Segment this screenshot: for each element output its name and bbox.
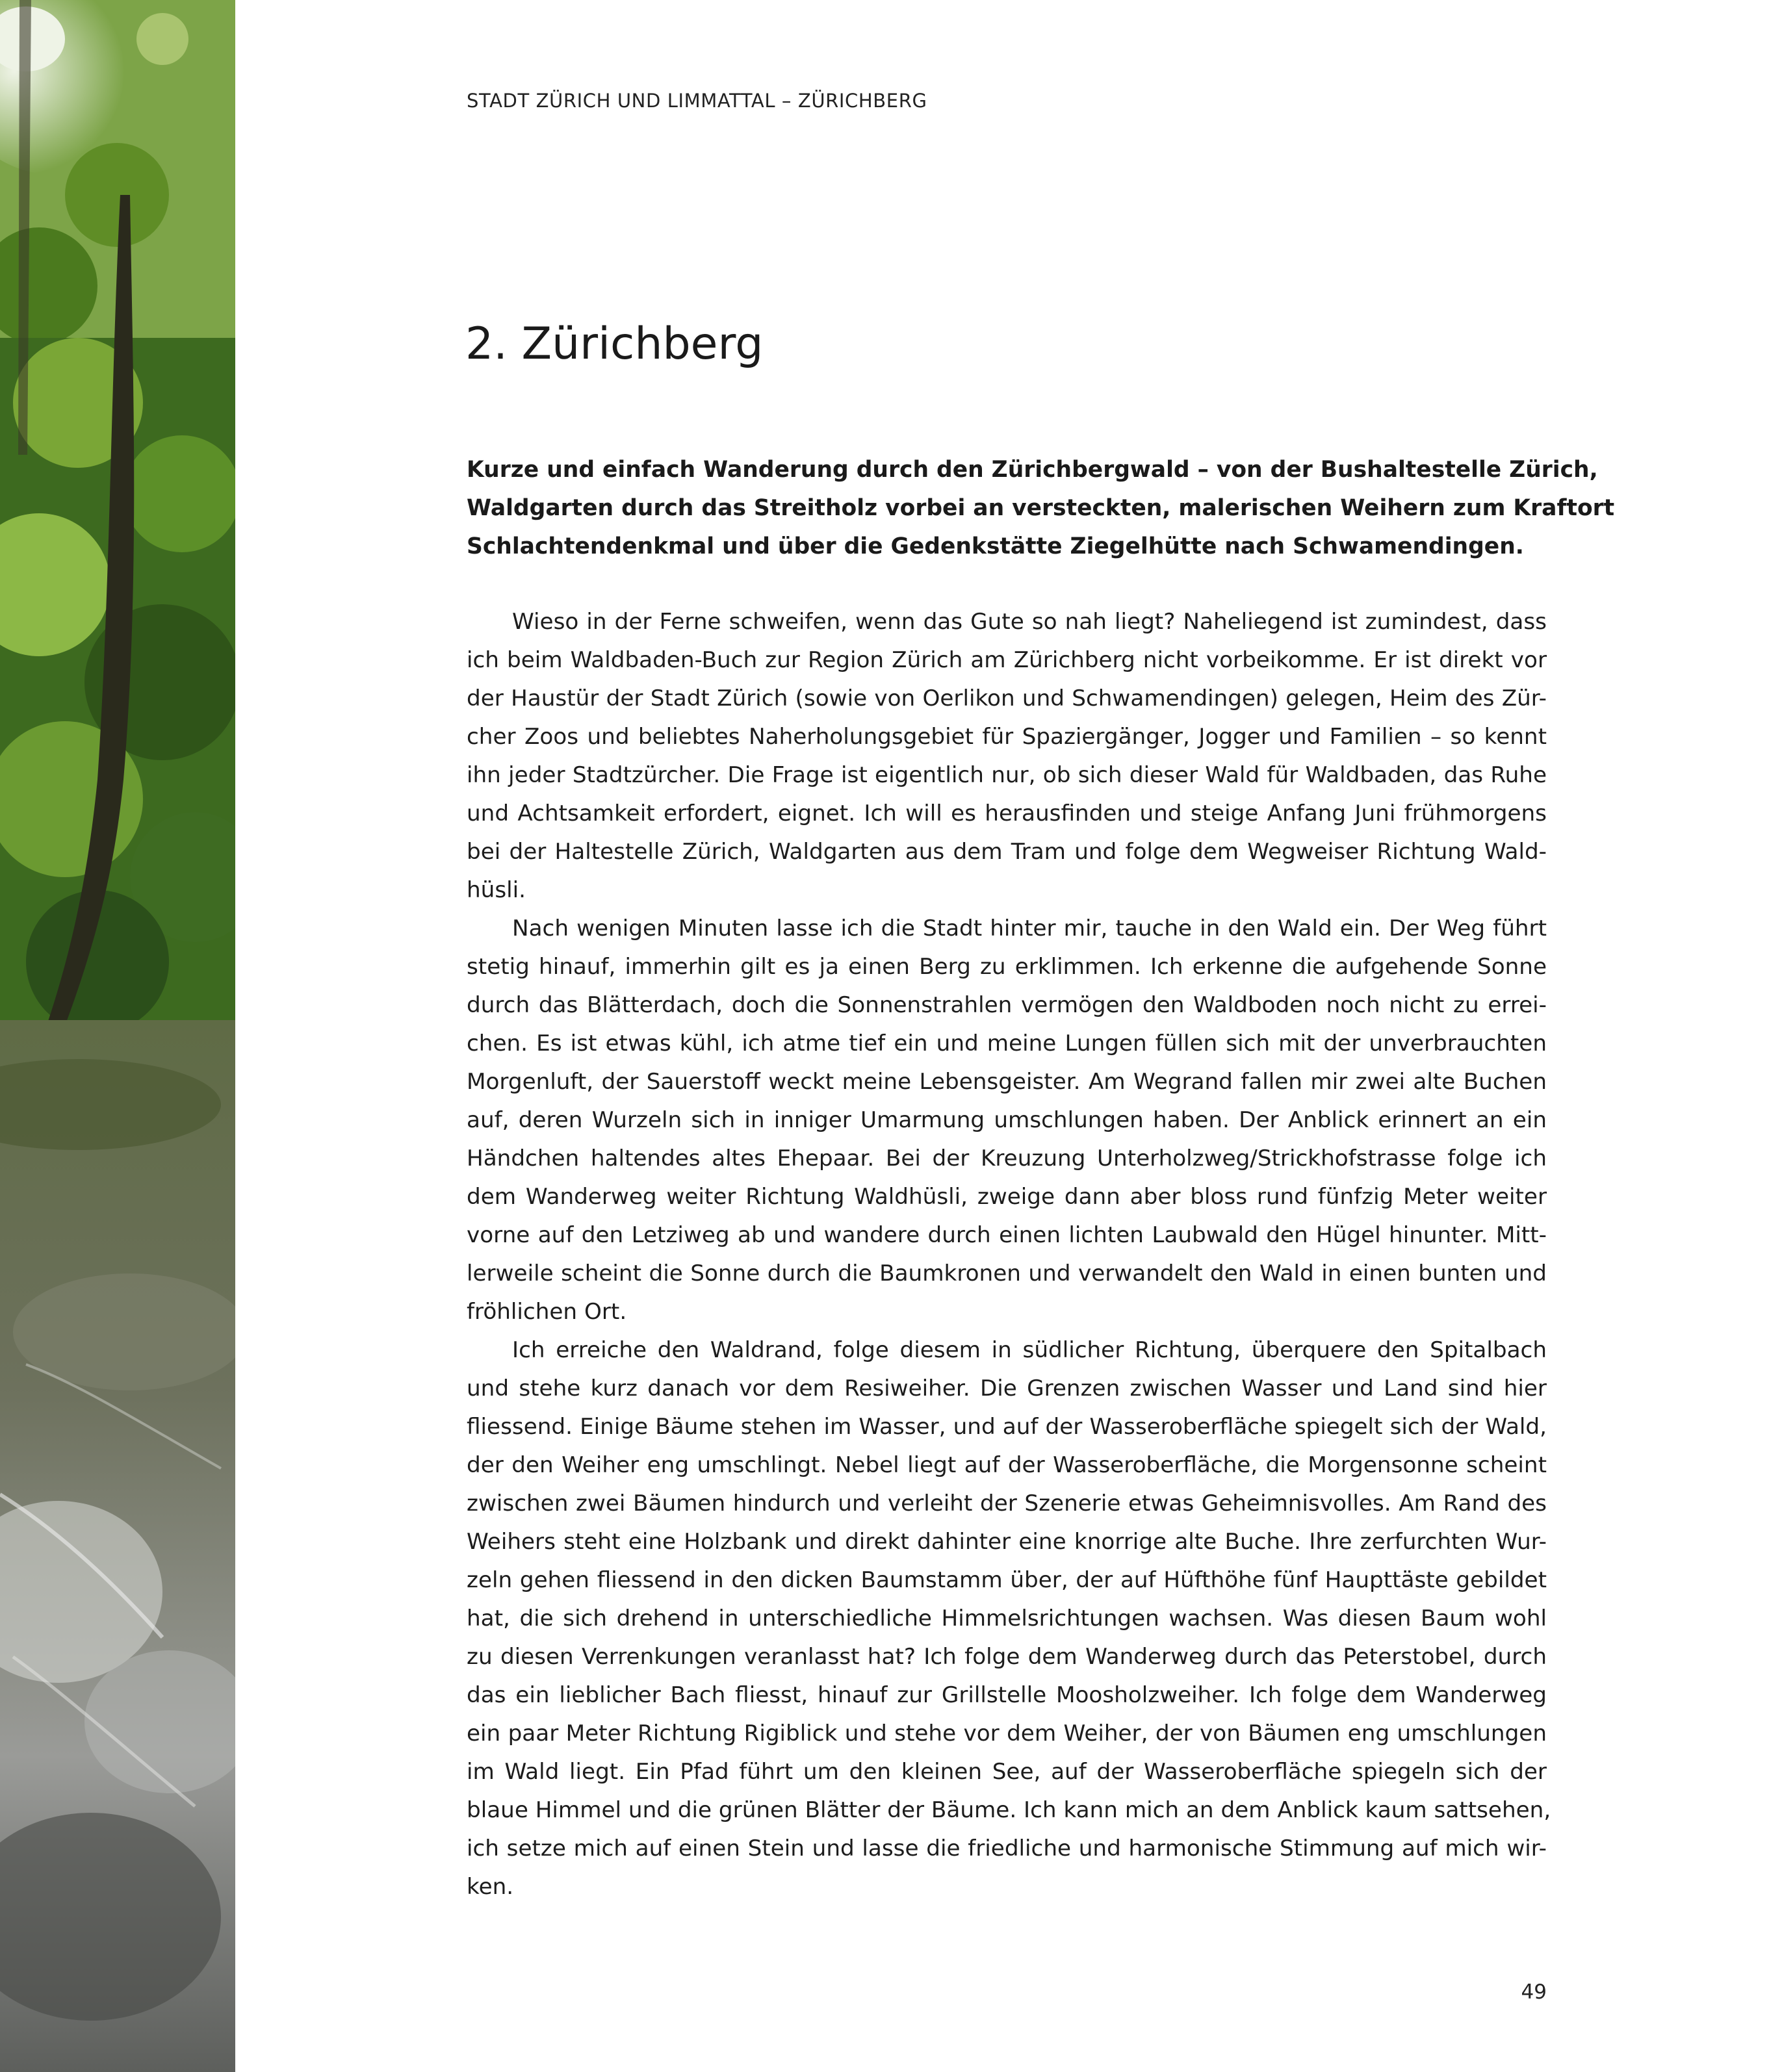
text-line: der den Weiher eng umschlingt. Nebel liegt auf der Wasseroberfläche, die Morgensonne scheint bbox=[467, 1452, 1547, 1478]
lead-line: Kurze und einfach Wanderung durch den Zürichbergwald – von der Bushaltestelle Zürich, bbox=[467, 457, 1598, 483]
paragraph-2 bbox=[467, 910, 1547, 1331]
text-line: auf, deren Wurzeln sich in inniger Umarmung umschlungen haben. Der Anblick erinnert an ein bbox=[467, 1107, 1547, 1133]
text-line: und stehe kurz danach vor dem Resiweiher. Die Grenzen zwischen Wasser und Land sind hier bbox=[467, 1375, 1547, 1401]
text-line: cher Zoos und beliebtes Naherholungsgebiet für Spaziergänger, Jogger und Familien – so kennt bbox=[467, 724, 1547, 750]
page-number: 49 bbox=[1521, 1980, 1547, 2004]
text-line: stetig hinauf, immerhin gilt es ja einen Berg zu erklimmen. Ich erkenne die aufgehende Sonne bbox=[467, 954, 1547, 980]
text-line: Weihers steht eine Holzbank und direkt dahinter eine knorrige alte Buche. Ihre zerfurchten Wur- bbox=[467, 1529, 1547, 1555]
text-line: ich setze mich auf einen Stein und lasse die friedliche und harmonische Stimmung auf mich wir- bbox=[467, 1835, 1547, 1861]
text-line: Ich erreiche den Waldrand, folge diesem in südlicher Richtung, überquere den Spitalbach bbox=[512, 1337, 1547, 1363]
text-line: zwischen zwei Bäumen hindurch und verleiht der Szenerie etwas Geheimnisvolles. Am Rand des bbox=[467, 1490, 1547, 1516]
text-line: ich beim Waldbaden-Buch zur Region Zürich am Zürichberg nicht vorbeikomme. Er ist direkt vor bbox=[467, 647, 1547, 673]
text-line: vorne auf den Letziweg ab und wandere durch einen lichten Laubwald den Hügel hinunter. Mitt- bbox=[467, 1222, 1547, 1248]
paragraph-3 bbox=[467, 1331, 1551, 1906]
text-line: durch das Blätterdach, doch die Sonnenstrahlen vermögen den Waldboden noch nicht zu errei- bbox=[467, 992, 1547, 1018]
text-line: Nach wenigen Minuten lasse ich die Stadt hinter mir, tauche in den Wald ein. Der Weg führt bbox=[512, 915, 1547, 941]
text-line: ihn jeder Stadtzürcher. Die Frage ist eigentlich nur, ob sich dieser Wald für Waldbaden, das Ruhe bbox=[467, 762, 1547, 788]
text-line: ken. bbox=[467, 1874, 514, 1900]
text-line: Händchen haltendes altes Ehepaar. Bei der Kreuzung Unterholzweg/Strickhofstrasse folge ich bbox=[467, 1145, 1547, 1171]
text-line: Morgenluft, der Sauerstoff weckt meine Lebensgeister. Am Wegrand fallen mir zwei alte Buchen bbox=[467, 1069, 1547, 1095]
text-line: und Achtsamkeit erfordert, eignet. Ich will es herausfinden und steige Anfang Juni frühmorgens bbox=[467, 800, 1547, 826]
text-line: das ein lieblicher Bach fliesst, hinauf zur Grillstelle Moosholzweiher. Ich folge dem Wanderweg bbox=[467, 1682, 1547, 1708]
text-line: bei der Haltestelle Zürich, Waldgarten aus dem Tram und folge dem Wegweiser Richtung Wald- bbox=[467, 839, 1547, 865]
forest-pond-photo bbox=[0, 0, 235, 2072]
body-text bbox=[467, 603, 1551, 1906]
forest-pond-illustration bbox=[0, 0, 235, 2072]
running-head: STADT ZÜRICH UND LIMMATTAL – ZÜRICHBERG bbox=[467, 90, 927, 112]
lead-line: Waldgarten durch das Streitholz vorbei an versteckten, malerischen Weihern zum Kraftort bbox=[467, 495, 1615, 521]
chapter-title: 2. Zürichberg bbox=[465, 318, 764, 370]
text-line: chen. Es ist etwas kühl, ich atme tief ein und meine Lungen füllen sich mit der unverbrauchten bbox=[467, 1030, 1547, 1056]
text-line: der Haustür der Stadt Zürich (sowie von Oerlikon und Schwamendingen) gelegen, Heim des Zür- bbox=[467, 685, 1547, 711]
text-line: hat, die sich drehend in unterschiedliche Himmelsrichtungen wachsen. Was diesen Baum wohl bbox=[467, 1605, 1547, 1631]
text-line: lerweile scheint die Sonne durch die Baumkronen und verwandelt den Wald in einen bunten und bbox=[467, 1260, 1547, 1286]
text-line: Wieso in der Ferne schweifen, wenn das Gute so nah liegt? Naheliegend ist zumindest, dass bbox=[512, 609, 1547, 635]
text-line: zeln gehen fliessend in den dicken Baumstamm über, der auf Hüfthöhe fünf Haupttäste gebildet bbox=[467, 1567, 1547, 1593]
paragraph-1 bbox=[467, 603, 1547, 910]
text-line: fröhlichen Ort. bbox=[467, 1299, 627, 1325]
text-line: im Wald liegt. Ein Pfad führt um den kleinen See, auf der Wasseroberfläche spiegeln sich der bbox=[467, 1759, 1547, 1785]
lead-paragraph bbox=[467, 451, 1615, 566]
text-line: hüsli. bbox=[467, 877, 526, 903]
text-line: fliessend. Einige Bäume stehen im Wasser, und auf der Wasseroberfläche spiegelt sich der Wald, bbox=[467, 1414, 1547, 1440]
text-line: blaue Himmel und die grünen Blätter der Bäume. Ich kann mich an dem Anblick kaum sattsehen, bbox=[467, 1797, 1551, 1823]
text-line: zu diesen Verrenkungen veranlasst hat? Ich folge dem Wanderweg durch das Peterstobel, durch bbox=[467, 1644, 1547, 1670]
text-line: ein paar Meter Richtung Rigiblick und stehe vor dem Weiher, der von Bäumen eng umschlungen bbox=[467, 1720, 1547, 1746]
text-line: dem Wanderweg weiter Richtung Waldhüsli, zweige dann aber bloss rund fünfzig Meter weiter bbox=[467, 1184, 1547, 1210]
lead-line: Schlachtendenkmal und über die Gedenkstätte Ziegelhütte nach Schwamendingen. bbox=[467, 533, 1524, 559]
